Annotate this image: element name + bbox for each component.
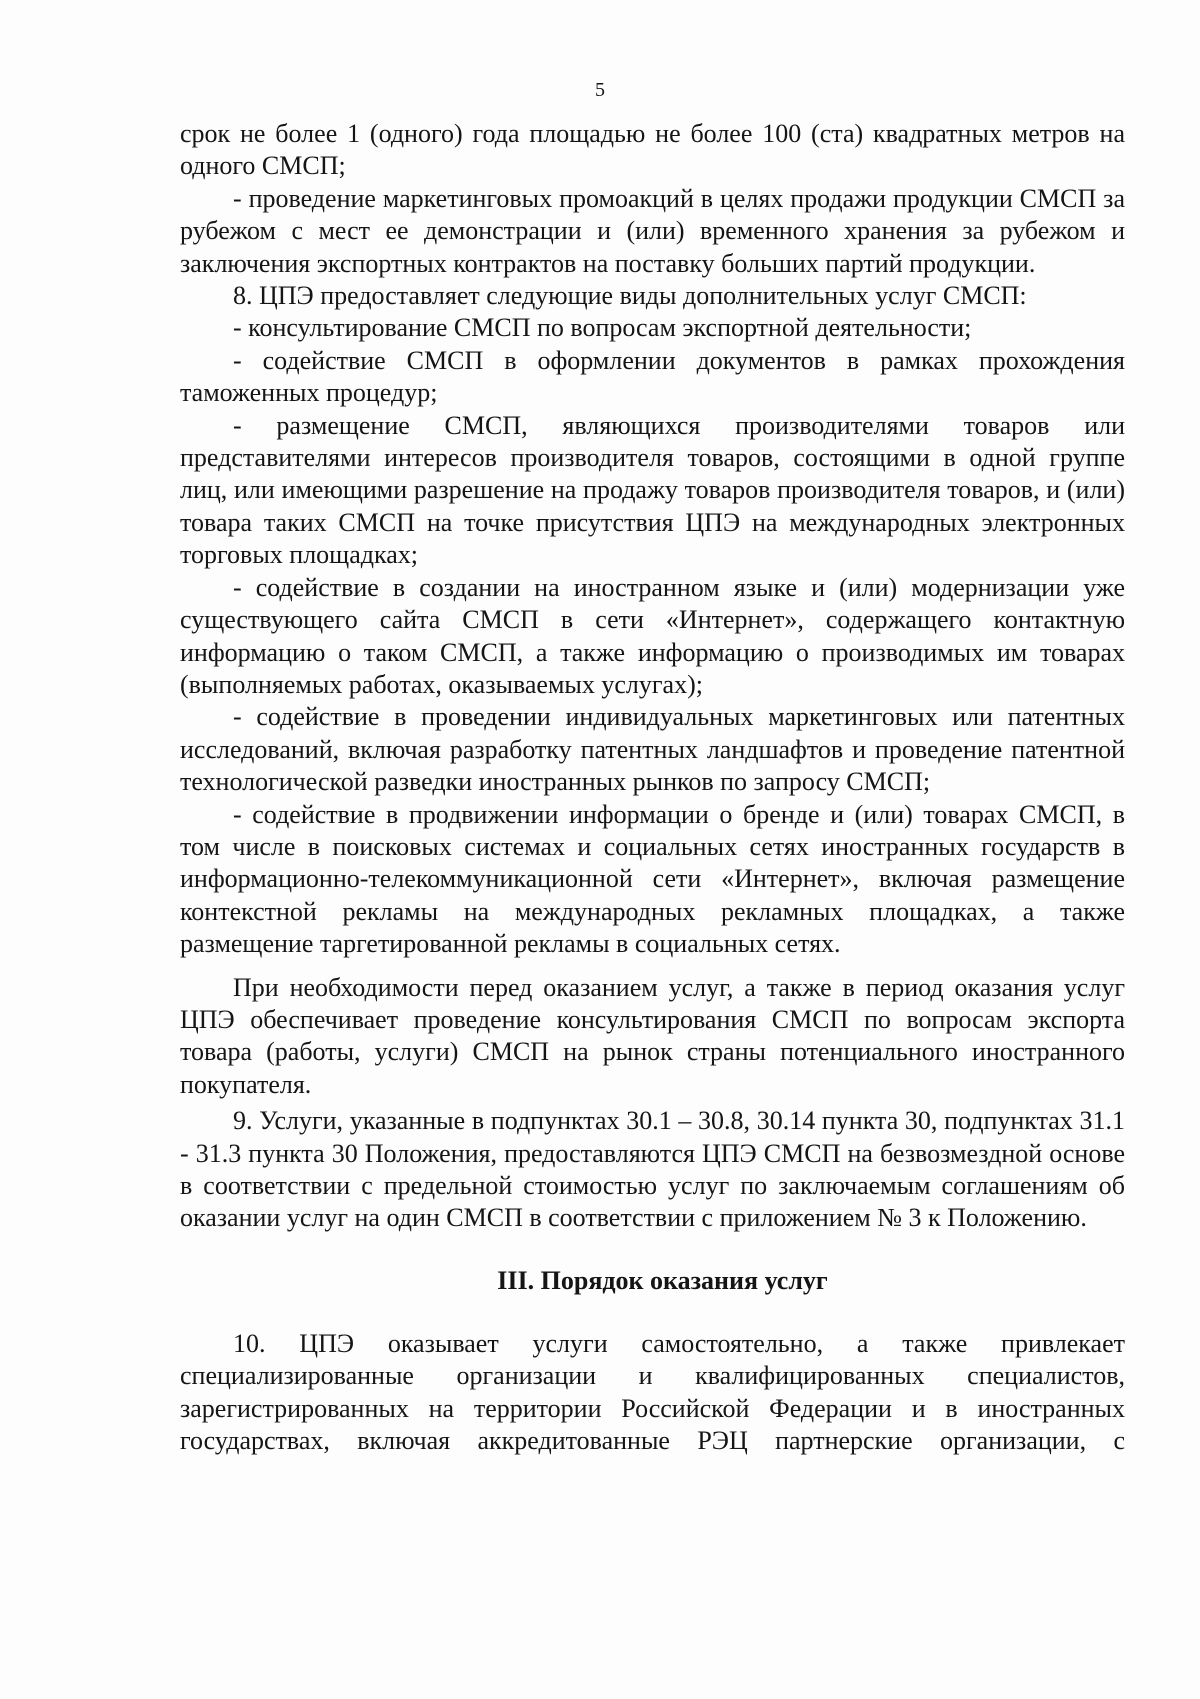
paragraph: 8. ЦПЭ предоставляет следующие виды дополнительных услуг СМСП: bbox=[233, 281, 1027, 311]
paragraph: 10. ЦПЭ оказывает услуги самостоятельно, а также привлекает специализированные организации и квалифицированных специалистов, зарегистрированных на территории Российской Федерации и в иностранных государствах, включая аккредитованные РЭЦ партнерские организации, с bbox=[180, 1328, 1125, 1456]
paragraph: При необходимости перед оказанием услуг, а также в период оказания услуг ЦПЭ обеспечивает проведение консультирования СМСП по вопросам экспорта товара (работы, услуги) СМСП на рынок страны потенциального иностранного покупателя. bbox=[180, 972, 1125, 1099]
section-heading: III. Порядок оказания услуг bbox=[497, 1265, 828, 1295]
document-body bbox=[180, 118, 1125, 1457]
paragraph: - проведение маркетинговых промоакций в целях продажи продукции СМСП за рубежом с мест ее демонстрации и (или) временного хранения за рубежом и заключения экспортных контрактов на поставку больших партий продукции. bbox=[180, 183, 1125, 278]
paragraph: - размещение СМСП, являющихся производителями товаров или представителями интересов производителя товаров, состоящими в одной группе лиц, или имеющими разрешение на продажу товаров производителя товаров, и (или) товара таких СМСП на точке присутствия ЦПЭ на международных электронных торговых площадках; bbox=[180, 410, 1125, 570]
section-ii-continuation bbox=[180, 118, 1125, 1235]
paragraph: - содействие в проведении индивидуальных маркетинговых или патентных исследований, включая разработку патентных ландшафтов и проведение патентной технологической разведки иностранных рынков по запросу СМСП; bbox=[180, 702, 1125, 797]
paragraph: - содействие в продвижении информации о бренде и (или) товарах СМСП, в том числе в поисковых системах и социальных сетях иностранных государств в информационно-телекоммуникационной сети «Интернет», включая размещение контекстной рекламы на международных рекламных площадках, а также размещение таргетированной рекламы в социальных сетях. bbox=[180, 799, 1125, 959]
section-iii-body bbox=[180, 1328, 1125, 1458]
paragraph: 9. Услуги, указанные в подпунктах 30.1 – 30.8, 30.14 пункта 30, подпунктах 31.1 - 31.3 пункта 30 Положения, предоставляются ЦПЭ СМСП на безвозмездной основе в соответствии с предельной стоимостью услуг по заключаемым соглашениям об оказании услуг на один СМСП в соответствии с приложением № 3 к Положению. bbox=[180, 1106, 1125, 1233]
paragraph: - содействие СМСП в оформлении документов в рамках прохождения таможенных процедур; bbox=[180, 345, 1125, 408]
page-number: 5 bbox=[595, 79, 605, 101]
paragraph: - содействие в создании на иностранном языке и (или) модернизации уже существующего сайта СМСП в сети «Интернет», содержащего контактную информацию о таком СМСП, а также информацию о производимых им товарах (выполняемых работах, оказываемых услугах); bbox=[180, 572, 1125, 699]
paragraph: - консультирование СМСП по вопросам экспортной деятельности; bbox=[233, 313, 972, 343]
paragraph: срок не более 1 (одного) года площадью не более 100 (ста) квадратных метров на одного СМСП; bbox=[180, 119, 1125, 181]
